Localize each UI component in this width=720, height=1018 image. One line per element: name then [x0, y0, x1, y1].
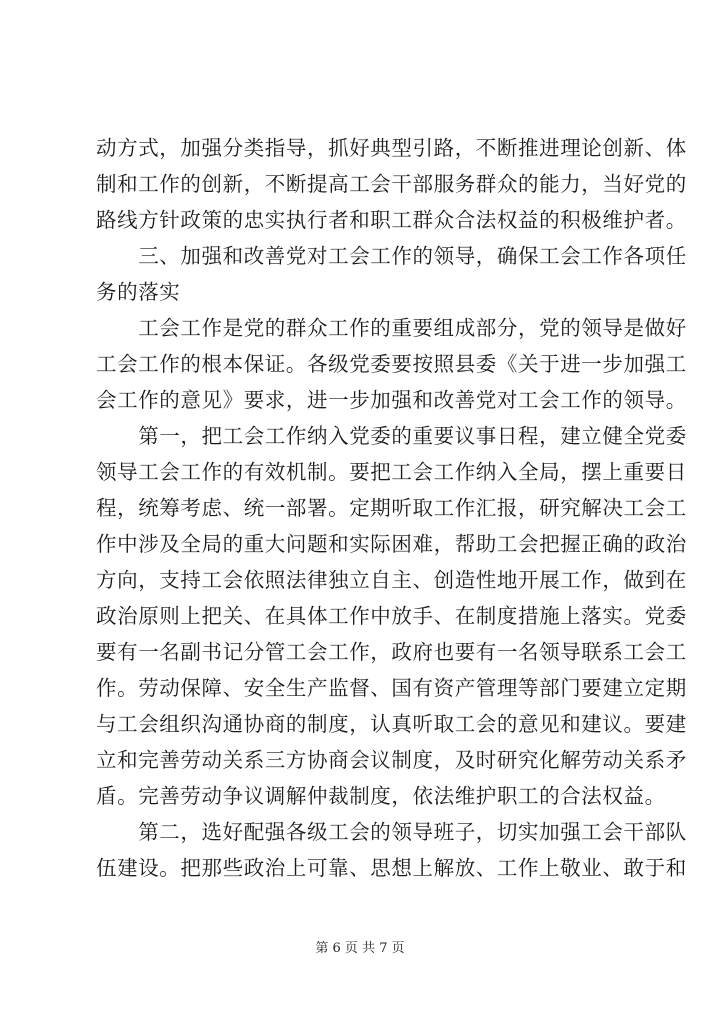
- text-line: 要有一名副书记分管工会工作，政府也要有一名领导联系工会工: [96, 640, 687, 664]
- text-line: 与工会组织沟通协商的制度，认真听取工会的意见和建议。要建: [96, 712, 687, 736]
- text-line: 第一，把工会工作纳入党委的重要议事日程，建立健全党委: [96, 424, 687, 448]
- text-line: 会工作的意见》要求，进一步加强和改善党对工会工作的领导。: [96, 388, 687, 412]
- text-line: 路线方针政策的忠实执行者和职工群众合法权益的积极维护者。: [96, 208, 687, 232]
- text-line: 工会工作是党的群众工作的重要组成部分，党的领导是做好: [96, 316, 687, 340]
- text-line: 工会工作的根本保证。各级党委要按照县委《关于进一步加强工: [96, 352, 687, 376]
- text-line: 第二，选好配强各级工会的领导班子，切实加强工会干部队: [96, 820, 687, 844]
- page-footer: [0, 937, 720, 956]
- text-line: 伍建设。把那些政治上可靠、思想上解放、工作上敬业、敢于和: [96, 856, 687, 880]
- text-line: 领导工会工作的有效机制。要把工会工作纳入全局，摆上重要日: [96, 460, 687, 484]
- text-line: 立和完善劳动关系三方协商会议制度，及时研究化解劳动关系矛: [96, 748, 687, 772]
- text-line: 作中涉及全局的重大问题和实际困难，帮助工会把握正确的政治: [96, 532, 687, 556]
- text-line: 盾。完善劳动争议调解仲裁制度，依法维护职工的合法权益。: [96, 784, 666, 808]
- text-line: 动方式，加强分类指导，抓好典型引路，不断推进理论创新、体: [96, 136, 687, 160]
- section-heading-line: 三、加强和改善党对工会工作的领导，确保工会工作各项任: [96, 244, 687, 268]
- text-line: 制和工作的创新，不断提高工会干部服务群众的能力，当好党的: [96, 172, 687, 196]
- section-heading-line: 务的落实: [96, 280, 181, 304]
- text-line: 政治原则上把关、在具体工作中放手、在制度措施上落实。党委: [96, 604, 687, 628]
- text-line: 程，统筹考虑、统一部署。定期听取工作汇报，研究解决工会工: [96, 496, 687, 520]
- page-number: 第 6 页 共 7 页: [315, 941, 405, 956]
- text-line: 作。劳动保障、安全生产监督、国有资产管理等部门要建立定期: [96, 676, 687, 700]
- body-text: [96, 130, 687, 886]
- text-line: 方向，支持工会依照法律独立自主、创造性地开展工作，做到在: [96, 568, 687, 592]
